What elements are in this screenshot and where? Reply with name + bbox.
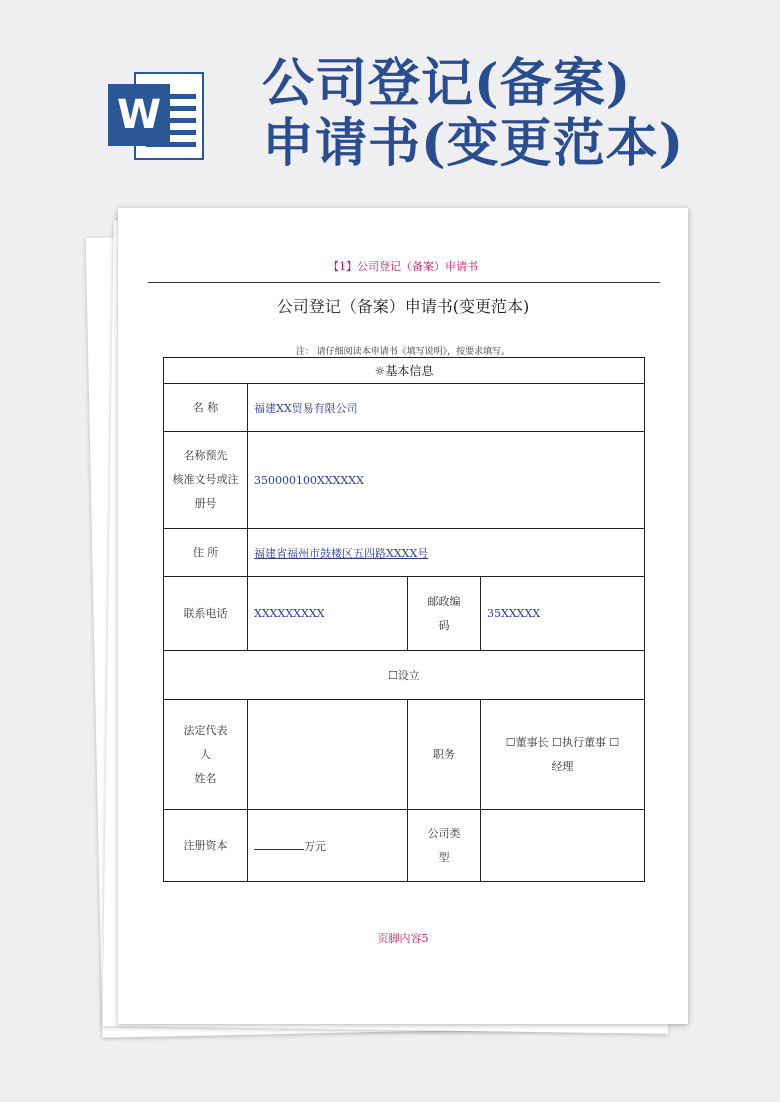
postcode-label-line: 码: [438, 618, 450, 632]
document-page: [118, 208, 688, 1024]
phone-value: XXXXXXXXX: [248, 577, 408, 651]
approval-label-line: 册号: [194, 497, 217, 510]
phone-label: 联系电话: [164, 577, 248, 651]
logo-letter: W: [108, 84, 170, 146]
approval-label-line: 名称预先: [183, 449, 228, 462]
company-type-label-line: 公司类: [427, 826, 461, 840]
postcode-label-line: 邮政编: [427, 594, 461, 608]
legal-rep-label: [164, 700, 248, 810]
legal-rep-name-field[interactable]: [248, 700, 408, 810]
page-footer: 页脚内容5: [377, 932, 429, 945]
postcode-label: [408, 577, 481, 651]
application-form-table: [163, 357, 645, 882]
word-logo-icon: [108, 68, 208, 164]
address-label: 住 所: [164, 529, 248, 577]
position-options-line: ☐董事长 ☐执行董事 ☐: [505, 735, 620, 749]
approval-number-value: 350000100XXXXXX: [248, 432, 645, 529]
legal-rep-label-line: 人: [200, 747, 211, 761]
running-header: 【1】公司登记（备案）申请书: [328, 260, 478, 273]
banner-title-line-1: 公司登记(备案): [262, 53, 632, 114]
position-label: 职务: [408, 700, 481, 810]
company-name-value: 福建XX贸易有限公司: [248, 384, 645, 432]
company-type-label-line: 型: [438, 850, 450, 864]
capital-unit: 万元: [304, 840, 326, 853]
company-type-label: [408, 810, 481, 882]
document-title: 公司登记（备案）申请书(变更范本): [276, 297, 530, 316]
section-basic-info: ☼基本信息: [164, 358, 645, 384]
header-divider: [148, 282, 660, 283]
name-label: 名 称: [164, 384, 248, 432]
fill-notice: 注： 请仔细阅读本申请书《填写说明》，按要求填写。: [295, 347, 511, 357]
postcode-value: 35XXXXX: [481, 577, 645, 651]
address-value: 福建省福州市鼓楼区五四路XXXX号: [248, 529, 645, 577]
position-options-line: 经理: [551, 759, 574, 773]
banner-title: [262, 54, 762, 174]
position-options[interactable]: [481, 700, 645, 810]
approval-label-line: 核准文号或注: [172, 473, 239, 486]
capital-field[interactable]: [248, 810, 408, 882]
banner-title-line-2: 申请书(变更范本): [262, 113, 685, 174]
legal-rep-label-line: 法定代表: [183, 723, 228, 737]
legal-rep-label-line: 姓名: [194, 771, 217, 785]
capital-blank-line: [254, 837, 304, 850]
approval-number-label: [164, 432, 248, 529]
capital-label: 注册资本: [164, 810, 248, 882]
company-type-field[interactable]: [481, 810, 645, 882]
section-setup: ☐设立: [164, 651, 645, 700]
